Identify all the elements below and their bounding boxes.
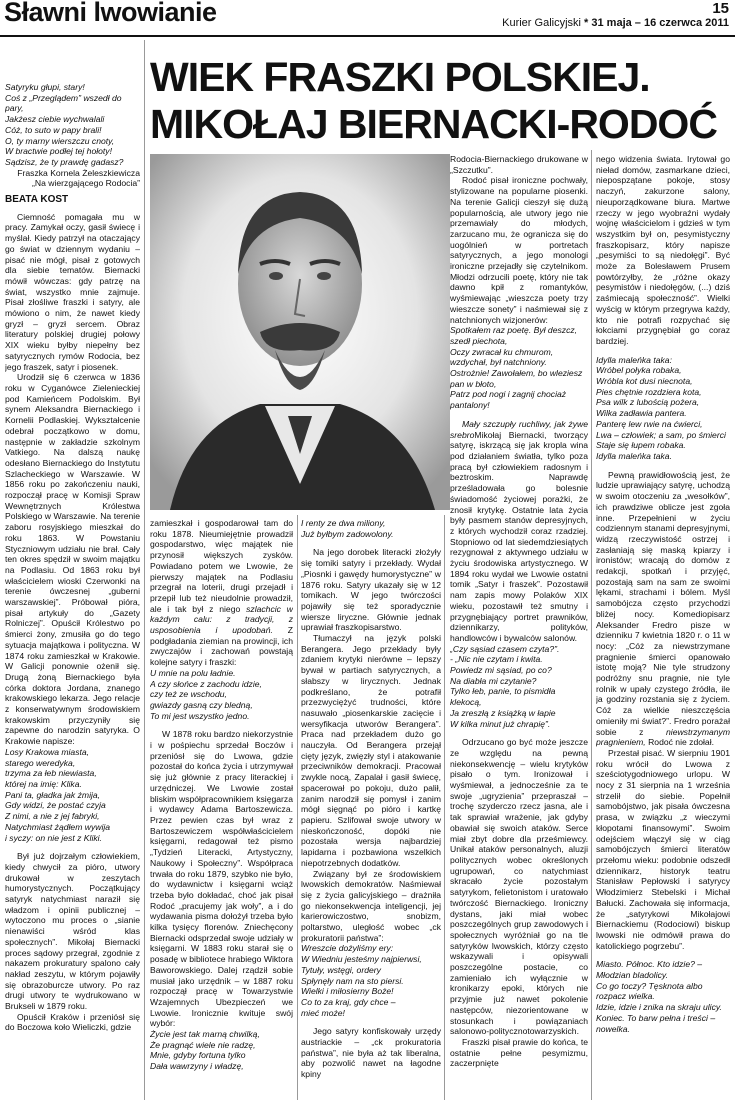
- poem-line: Wróbel połyka robaka,: [596, 365, 682, 376]
- epigraph-line: O, ty marny wierszczu cnoty,: [5, 135, 115, 146]
- text-run: Pewną prawidłowością jest, że ludzie uprawiający satyrę, uchodzą w swoim otoczeniu za „wesołków”, ich prawdziwe oblicze jest zgoła inne. Przepełnieni w życiu codziennym stanami depresyjnymi, widzą rzeczywistość ostrzej i zasłaniają się maską kpiarzy i ironistów; wracają do domów z redakcji, spotkań i przyjęć, pozostają sam na sam ze swoimi lękami, strachami i bólem. Myśl samobójcza często przychodzi bliżej nocy. Komediopisarz Aleksander Fredro pisze w dzienniku 7 kwietnia 1820 r. o 11 w nocy: „Cóż za niewstrzymane pragnienie śmierci opanowało istotę moją? Nie tyle strudzony podróżny snu pragnie, nie tyle rolnik w upały czystego źródła, ile ja godziny rozstania się z życiem. Cóż za wielkie nieszczęścia omieniły mi świat?”. Fredro porażał sobie z: [596, 469, 730, 737]
- poem: [301, 943, 441, 1018]
- poem: [150, 1029, 293, 1072]
- article-column-1: [5, 82, 140, 1100]
- poem-line: szedł piechota,: [450, 335, 508, 346]
- poem: [301, 518, 441, 539]
- article-column-3: [301, 518, 441, 1100]
- poem-line: Patrz pod nogi i zagnij chociaż pantalony!: [450, 389, 567, 411]
- poem-line: Już byłbym zadowolony.: [301, 528, 394, 539]
- poem-line: rozpacz wielka.: [596, 991, 655, 1002]
- poem-line: Idylla maleńka taka:: [596, 354, 672, 365]
- poem-line: Ja zreszłą z książką w łapie: [450, 707, 556, 718]
- paragraph: [450, 419, 588, 644]
- poem-line: Ostrożnie! Zawołałem, bo wleziesz pan w błoto,: [450, 368, 583, 389]
- poem-line: Wielki i miłosierny Boże!: [301, 986, 394, 997]
- poem-line: Co to za kraj, gdy chce –: [301, 996, 396, 1007]
- poem-line: Wróbla kot dusi niecnota,: [596, 376, 693, 387]
- paragraph: Przestał pisać. W sierpniu 1901 roku wrócił do Lwowa z sześciotygodniowego urlopu. W nocy z 31 sierpnia na 1 września strzelił do siebie. Popełnił samobójstwo, jak pisała ówczesna prasa, w związku „z wieczymi kłopotami finansowymi”. Swoim odejściem włączył się w ciąg samobójczych śmierci literatów przełomu wieku: podobnie odszedł dziennikarz, historyk teatru Stanisław Pepłowski i satyrycy Włodzimierz Stebelski i Michał Bałucki. Zachowała się informacja, że „satyrykowi Mikołajowi Biernackiemu (Rodociowi) biskup lwowski nie odmówił prawa do katolickiego pogrzebu”.: [596, 747, 730, 951]
- paragraph: Jego satyry konfiskowały urzędy austriackie – „ck prokuratoria państwa”, nie była aż tak liberalna, aby pozwolić nawet na łagodne kpiny: [301, 1026, 441, 1080]
- poem-line: Losy Krakowa miasta,: [5, 746, 90, 757]
- poem-line: nowelka.: [596, 1023, 630, 1034]
- publication-name: Kurier Galicyjski: [502, 17, 581, 29]
- italic-run: niewstrzymanym pragnieniem,: [596, 726, 730, 748]
- paragraph: [596, 470, 730, 748]
- poem-line: U mnie na polu ładnie.: [150, 667, 236, 678]
- poem-line: I renty ze dwa miliony,: [301, 518, 386, 528]
- poem-line: - „Nic nie czytam i kwita.: [450, 654, 543, 665]
- epigraph-line: Coś z „Przeglądem” wszedł do pary,: [5, 92, 122, 114]
- poem-line: mieć może!: [301, 1007, 345, 1018]
- paragraph: Związany był ze środowiskiem lwowskich demokratów. Naśmiewał się z życia galicyjskiego – drażniła go niekonsekwencja inteligencji, jej karierowiczostwo, snobizm, poltarstwo, uległość wobec „ck prokuratorii państwa”:: [301, 868, 441, 943]
- poem-line: Z nimi, a nie z jej fabryki,: [5, 811, 100, 822]
- paragraph: W 1878 roku bardzo niekorzystnie i w pośpiechu sprzedał Boczów i przeniósł się do Lwowa, gdzie pozostał do końca życia i utrzymywał się już głównie z pracy literackiej i urzędniczej. We Lwowie został bliskim współpracownikiem księgarza i wydawcy Adama Bartoszewicza. Przez pewien czas był wraz z Bartoszewiczem współwłaścicielem księgarni, redagował też pismo „Tydzień Literacki, Artystyczny, Naukowy i Społeczny”. Współpraca trwała do roku 1879, szybko nie było, do wydawnictw i księgarni wciąż trzeba było dokładać, choć jak pisał Rodoć „pracujemy jak woły”, a i do wydawania pisma dołożył trzeba było kilka tysięcy florenów. Zniechęcony Biernacki odsprzedał swoje udziały w księgarni. W 1883 roku starał się o posadę w bibliotece hrabiego Wiktora Baworowskiego. Dalej rządził sobie musiał jako urzędnik – w 1887 roku rozpoczął pracę w Towarzystwie Wzajemnych Ubezpieczeń we Lwowie. Ironicznie kwituje swój wybór:: [150, 729, 293, 1029]
- section-title: Sławni lwowianie: [4, 0, 217, 27]
- issue-date: * 31 maja – 16 czerwca 2011: [580, 17, 729, 29]
- article-column-4: [450, 154, 588, 1100]
- poem-line: Młodzian bladolicy.: [596, 970, 668, 981]
- poem-line: Powiedz mi sąsiad, po co?: [450, 665, 552, 676]
- poem-line: W kilka minut już chrapię”.: [450, 718, 551, 729]
- poem-line: gwiazdy gasną czy bledną,: [150, 699, 253, 710]
- portrait-illustration: [150, 154, 450, 510]
- poem-line: Spłynęły nam na sto piersi.: [301, 975, 404, 986]
- portrait-photo: [150, 154, 450, 510]
- epigraph: [5, 82, 140, 168]
- poem-line: Tylko łeb, panie, to pismidła klekocą,: [450, 686, 556, 708]
- poem-line: To mi jest wszystko jedno.: [150, 710, 250, 721]
- poem-line: Panterę lew rwie na ćwierci,: [596, 418, 703, 429]
- page-number: 15: [712, 0, 729, 17]
- author-byline: BEATA KOST: [5, 194, 69, 206]
- epigraph-line: Sądzisz, że ty prawdę gadasz?: [5, 156, 124, 167]
- poem-line: Oczy zwracał ku chmurom, wzdychał, był natchniony.: [450, 346, 554, 368]
- column-divider: [444, 515, 445, 1100]
- publication-line: [502, 17, 729, 29]
- paragraph: Rodocia-Biernackiego drukowane w „Szczutku”.: [450, 154, 588, 175]
- poem-line: W Wiedniu jesteśmy najpierwsi,: [301, 954, 422, 965]
- poem-line: Idylla maleńka taka.: [596, 450, 672, 461]
- text-run: Rodoć nie zdołał.: [648, 737, 715, 748]
- headline-line-1: WIEK FRASZKI POLSKIEJ.: [150, 54, 650, 100]
- paragraph: Opuścił Kraków i przeniósł się do Boczowa koło Wieliczki, gdzie: [5, 1011, 140, 1033]
- poem-line: Wilka zadławia pantera.: [596, 408, 687, 419]
- text-run: Mikołaj Biernacki, tworzący satyrę, iskrzącą się jak kropla wina pod działaniem światła, tylko poza pracą był człowiekiem radosnym i beztroskim. Naprawdę prześladowała go bolesnie świadomość życiowej porażki, że znosił krytykę. Ostatnie lata życia były pasmem stanów depresyjnych, z których wychodził coraz rzadziej. Stopniowo od lat siedemdziesiątych rezygnował z aktywnego udziału w życiu środowiska artystycznego. W 1894 roku wydał we Lwowie ostatni tomik „Satyr i fraszek”. Pozostawił nam zapis mowy Polaków XIX wieku, pozostawił też smutny i przygnębiający portret prawników, dziennikarzy, polityków, handlowców i bywalców salonów.: [450, 429, 588, 643]
- epigraph-line: W bractwie podłej tej hołoty!: [5, 146, 112, 157]
- paragraph: Ciemność pomagała mu w pracy. Zamykał oczy, gasił świecę i myślał. Kiedy patrzył na otaczający go świat w dziennym wydaniu – pisać nie mógł, pisał z gotowych dla siebie tematów. Biernacki mówił wówczas: gdy patrzę na świat, wszystko mnie zajmuje. Pisał złośliwe fraszki i satyry, ale mówiono o nim, że nawet kiedy gryzł – gryzł sercem. Obraz literatury polskiej drugiej połowy XIX wieku byłby niepełny bez satyrycznych rymów Rodocia, bez jego fraszek, satyr i piosenek.: [5, 211, 140, 372]
- column-divider: [144, 40, 145, 1100]
- poem-line: i syczy: on nie jest z Kliki.: [5, 832, 102, 843]
- column-divider: [297, 515, 298, 1100]
- epigraph-line: Satyryku głupi, stary!: [5, 82, 85, 92]
- poem-line: starego weredyka,: [5, 757, 76, 768]
- poem-line: Gdy widzi, że postać czyja: [5, 800, 106, 811]
- poem-line: Dała wawrzyny i władzę,: [150, 1061, 244, 1072]
- italic-run: szlachcic w każdym calu: z tradycji, z usposobienia i upodobań.: [150, 603, 293, 636]
- poem: [5, 747, 140, 843]
- poem-line: Spotkałem raz poetę. Był deszcz,: [450, 325, 578, 336]
- paragraph: Odrzucano go być może jeszcze ze względu na pewną niekonsekwencję – wielu krytyków pisało o tym. Ironizował i wyśmiewał, a jednocześnie za te swoje „ugryzienia” przepraszał – trochę szyderczo rzecz jasna, ale i tak sprawiał wrażenie, jak gdyby obawiał się swoich ataków. Serce miał zbyt dobre dla prześmiewcy. Unikał ataków personalnych, aluzji politycznych wobec określonych ugrupowań, co natychmiast skracało życie pozostałym satyrykom, felietonistom i uratowało twórczość Biernackiego. Ironiczny dystans, jaki miał wobec poszczególnych grup zawodowych i społecznych wyróżniał go na tle satyryków lwowskich, którzy często wskazywali i opisywali poszczególne postacie, co zamieniało ich wyłącznie w kronikarzy epoki, których nie przyjmie już nawet pokolenie następców, niezorientowane w stosunkach i powiązaniach salonowo-politycznotowarzyskich.: [450, 737, 588, 1037]
- poem-line: Mnie, gdyby fortuna tylko: [150, 1050, 246, 1061]
- headline-line-2: MIKOŁAJ BIERNACKI-RODOĆ: [150, 101, 717, 147]
- poem-line: trzyma za łeb niewiasta,: [5, 768, 97, 779]
- poem-line: Że pragnąć wiele nie radzę,: [150, 1039, 256, 1050]
- article-column-5: [596, 154, 730, 1100]
- poem-line: Pies chętnie rozdziera kota,: [596, 386, 702, 397]
- poem-line: Tytuły, wstęgi, ordery: [301, 964, 381, 975]
- poem-line: Pani ta, gładka jak żmija,: [5, 789, 101, 800]
- paragraph: Rodoć pisał ironiczne pochwały, stylizowane na popularne piosenki. Na terenie Galicji cieszył się dużą popularnością, ale utwory jego nie przemawiały do młodych, zarzucano mu, że ogranicza się do uogólnień w portretach satyrycznych, a jego monologi ironiczne przejadły się czytelnikom. Młodzi odrzucili poetę, który nie tak dawno kpił z romantyków, wyśmiewając „wieszcza poety trzy wieszcze sonety” i naśmiewał się z natchnionych wizjonerów:: [450, 175, 588, 325]
- poem: [450, 325, 588, 411]
- poem-line: Wreszcie dożyliśmy ery:: [301, 943, 394, 954]
- poem-line: „Czy sąsiad czasem czyta?”.: [450, 643, 560, 654]
- poem-line: której na imię: Klika.: [5, 779, 82, 789]
- column-divider: [591, 150, 592, 1100]
- article-headline: [150, 54, 730, 148]
- page-header: [0, 0, 735, 34]
- epigraph-line: Jakżesz ciebie wychwalali: [5, 114, 105, 125]
- epigraph-title: „Na wierzgającego Rodocia”: [32, 178, 140, 189]
- paragraph: Na jego dorobek literacki złożyły się tomiki satyry i przekłady. Wydał „Piosnki i gawędy humorystyczne” w 1876 roku. Satyry ukazały się w 12 tomikach. W jego twórczości pojawiły się też sporadycznie wiersze liryczne. Głównie jednak uprawiał fraszkopisarstwo.: [301, 547, 441, 633]
- paragraph: Urodził się 6 czerwca w 1836 roku w Cyganówce Zielenieckiej pod Kamieńcem Podolskim. Był synem Aleksandra Biernackiego i Kornelii Podlaskiej. Wykształcenie odebrał początkowo w domu, następnie w zakładzie szkolnym Vatkiego. Na dalszą naukę odesłano Biernackiego do Instytutu Szlacheckiego w Warszawie. W 1856 roku po zakończeniu nauki, rozpoczął pracę w Komisji Spraw Wewnętrznych Królestwa Polskiego w Warszawie. Na terenie zaboru rosyjskiego mieszkał do roku 1863. W Powstaniu Styczniowym udziału nie brał. Cały ten okres spędził w swoim majątku na Podlasiu. Od 1863 roku był właścicielem wioski Czerwonki na terenie ówczesnej „guberni warszawskiej”. Próbował pióra, pisał artykuły do „Gazety Rolniczej”. Opuścił Królestwo po śmierci żony, zmusiła go do tego sytuacja majątkowa i polityczna. W 1874 roku zamieszkał w Krakowie. W Galicji ponownie ożenił się. Drugą żoną Biernackiego była córka doktora Jordana, znanego krakowskiego lekarza. Jego relacje z konserwatywnym środowiskiem krakowskim przyczyniły się zapewne do narodzin satyryka. O Krakowie napisze:: [5, 372, 140, 747]
- poem: [150, 668, 293, 722]
- poem-line: Życie jest tak marną chwilką,: [150, 1029, 260, 1040]
- text-run: zamieszkał i gospodarował tam do roku 1878. Nieumiejętnie prowadził gospodarstwo, więc majątek nie przynosił większych zysków. Powiadano potem we Lwowie, że pierwszy majątek na Podlasiu przegrał na loterii, drugi przejadł i przepił lub też nieudolnie prowadził, ale i tak był z niego: [150, 518, 293, 614]
- poem-line: Co go toczy? Tęsknota albo: [596, 980, 703, 991]
- poem-line: Psa wilk z lubością pożera,: [596, 397, 700, 408]
- paragraph: nego widzenia świata. Irytował go nieład domów, zasmarkane dzieci, niepospzątane pokoje, stosy naczyń, zakurzone salony, nieuporządkowane biura. Martwe rzeczy w jego wyobraźni wydały wojnę właścicielom i gdzieś w tym wszystkim był on, pesymistyczny fraszkopisarz, który napisze „pesymiści to są niedołęgi”. Być może za Bolesławem Prusem powtórzyłby, że „różne okazy pesymistów i niedołęgów, (...) dziś zaśmiecają społeczność”. Wielki wyścig w którym przegrywa każdy, kto nie potrafi rozpychać się łokciami przygnębiał go coraz bardziej.: [596, 154, 730, 346]
- paragraph: Fraszki pisał prawie do końca, te ostatnie pełne pesymizmu, zaczerpnięte: [450, 1036, 588, 1069]
- poem-line: Koniec. To barw pełna i treści –: [596, 1012, 716, 1023]
- text-run: Z podgładania ziemian na prowincji, ich zwyczajów i zachowań powstają kolejne satyry i fraszki:: [150, 625, 293, 668]
- poem: [450, 644, 588, 730]
- poem-line: Idzie, idzie i znika na skraju ulicy.: [596, 1002, 722, 1013]
- poem-line: Na diabła mi czytanie?: [450, 675, 537, 686]
- poem: [596, 959, 730, 1034]
- poem-line: A czy słońce z zachodu idzie,: [150, 678, 262, 689]
- italic-run: Mały szczupły ruchliwy, jak żywe srebro: [450, 418, 588, 440]
- article-column-2: [150, 518, 293, 1100]
- epigraph-line: Cóż, to suto w papy brali!: [5, 124, 102, 135]
- paragraph: [150, 518, 293, 668]
- header-rule: [0, 35, 735, 37]
- poem-line: Lwa – człowiek; a sam, po śmierci: [596, 429, 726, 440]
- poem-line: Miasto. Północ. Kto idzie? –: [596, 959, 703, 970]
- poem: [596, 355, 730, 462]
- epigraph-source: Fraszka Kornela Żeleszkiewicza: [17, 167, 140, 178]
- poem-line: Staje się łupem robaka.: [596, 440, 686, 451]
- paragraph: Był już dojrzałym człowiekiem, kiedy chwycił za pióro, utwory drukował w zeszytach humorystycznych. Początkujący satyryk natychmiast naraził się władzom i opinii publicznej – wytoczono mu proces o „sianie nienawiści wśród klas społecznych”. Mikołaj Biernacki proces sądowy przegrał, zgodnie z nakazem prokuratury spalono cały nakład zeszytu, w którym pojawiły się obrazoburcze utwory. Po raz drugi utwory te wydrukowano w Brukseli w 1879 roku.: [5, 851, 140, 1012]
- poem-line: Natychmiast żądłem wywija: [5, 821, 111, 832]
- paragraph: Tłumaczył na język polski Berangera. Jego przekłady były zdaniem krytyki nierówne – lepszy bywał w partiach satyrycznych, a słabszy w lirycznych. Jednak podkreślano, że potrafił przezwyciężyć trudności, które nasuwało „piosenkarskie zacięcie i wersyfikacja utworów Berangera”. Praca nad przekładem dużo go nauczyła. Od Berangera przejął cięty język, zwięzły styl i atakowanie przeciwników demokracji. Pracował zwykle nocą, Zapalał i gasił świecę, spacerował po pokoju, dużo palił, zanim narodził się pomysł i zanim mógł sięgnąć po pióro i kartkę papieru. Szlifował swoje utwory w nieskończoność, dopóki nie pozostała wersja najbardziej lapidarna i pozbawiona wszelkich niepotrzebnych dodatków.: [301, 633, 441, 868]
- poem-line: czy też ze wschodu,: [150, 689, 227, 700]
